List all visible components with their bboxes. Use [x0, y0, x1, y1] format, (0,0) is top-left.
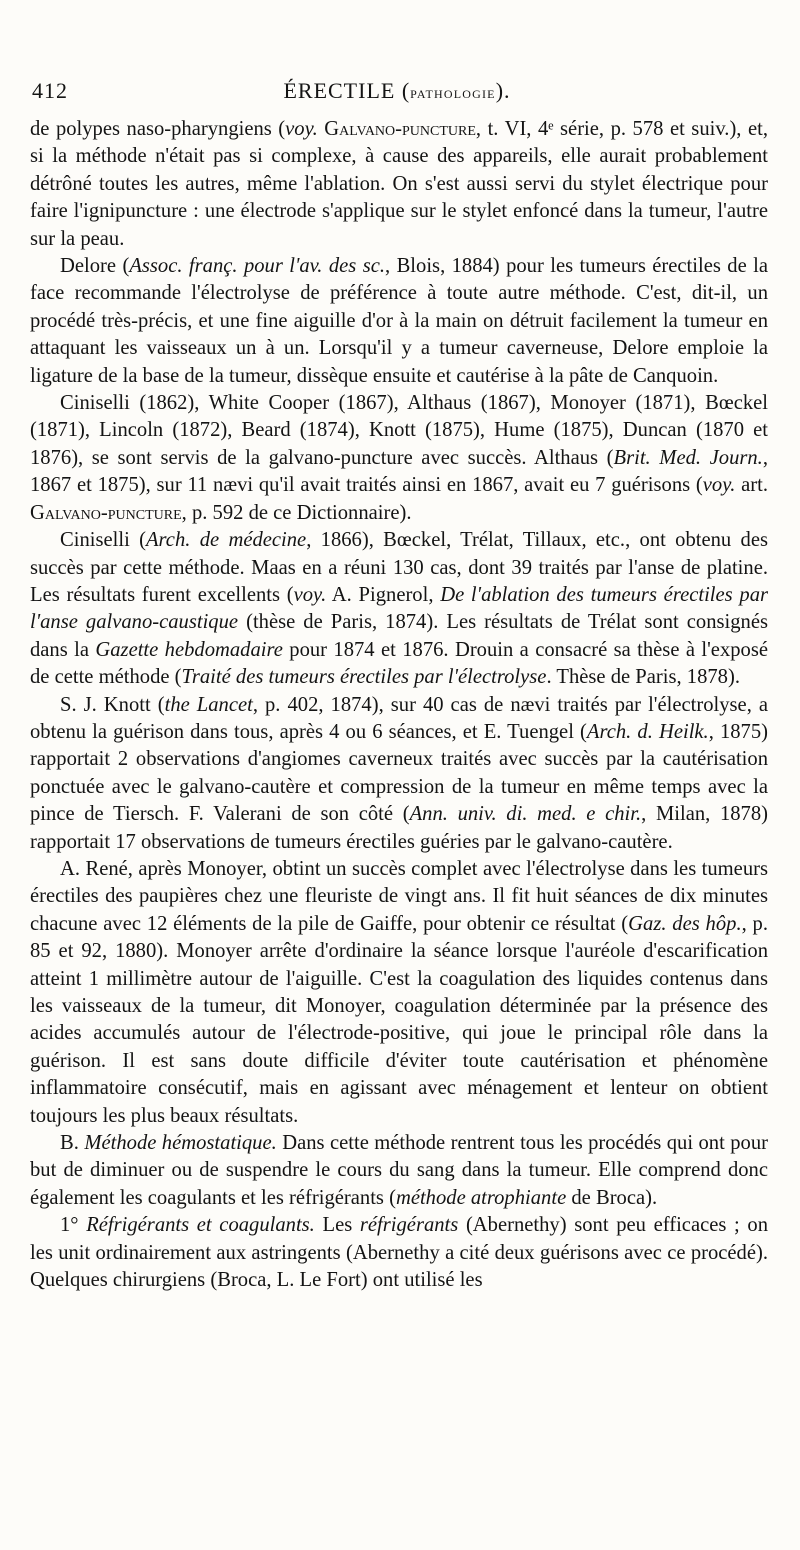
italic-text: the Lancet: [164, 693, 253, 716]
text-run: A. Pignerol,: [326, 583, 441, 606]
paragraph: [30, 527, 768, 691]
text-run: de polypes naso-pharyngiens (: [30, 118, 286, 140]
paragraph: [30, 1212, 768, 1294]
text-run: (thèse de Paris, 1874). Les résultats de Trélat sont consignés dans la: [30, 611, 768, 661]
italic-text: Gazette hebdomadaire: [95, 638, 283, 661]
text-run: , Blois, 1884) pour les tumeurs érectiles de la face recommande l'électrolyse de préférence à toute autre méthode. C'est, dit-il, un procédé très-précis, et une fine aiguille d'or à la main on détruit facilement la tumeur en attaquant les vaisseaux un à un. Lorsqu'il y a tumeur caverneuse, Delore emploie la ligature de la base de la tumeur, dissèque ensuite et cautérise à la pâte de Canquoin.: [30, 255, 768, 387]
italic-text: Arch. de médecine: [145, 529, 307, 552]
text-run: art.: [735, 474, 768, 497]
paragraph: [30, 1130, 768, 1212]
text-run: Delore (: [60, 255, 130, 278]
text-run: (Abernethy) sont peu efficaces ; on les unit ordinairement aux astringents (Abernethy a cité deux guérisons avec ce procédé). Quelques chirurgiens (Broca, L. Le Fort) ont utilisé les: [30, 1214, 768, 1292]
italic-text: voy.: [293, 583, 327, 606]
page-number: 412: [32, 78, 68, 103]
italic-text: voy.: [702, 474, 736, 497]
text-run: , p. 85 et 92, 1880). Monoyer arrête d'ordinaire la séance lorsque l'auréole d'escarification atteint 1 millimètre autour de l'aiguille. C'est la coagulation des liquides contenus dans les vaisseaux de la tumeur, dit Monoyer, coagulation déterminée par la présence des acides accumulés autour de l'électrode-positive, qui joue le principal rôle dans la guérison. Il est sans doute difficile d'éviter toute cautérisation et phénomène inflammatoire consécutif, mais en agissant avec ménagement et lenteur on obtient toujours les plus beaux résultats.: [30, 912, 768, 1127]
text-run: Les: [314, 1214, 360, 1237]
paragraph: [30, 116, 768, 253]
paragraph: [30, 253, 768, 390]
italic-text: Méthode hémostatique.: [84, 1132, 277, 1155]
text-run: pour 1874 et 1876. Drouin a consacré sa thèse à l'exposé de cette méthode (: [30, 638, 768, 689]
paragraph: [30, 390, 768, 527]
text-run: B.: [60, 1132, 85, 1155]
text-run: Ciniselli (1862), White Cooper (1867), Althaus (1867), Monoyer (1871), Bœckel (1871), Lincoln (1872), Beard (1874), Knott (1875), Hume (1875), Duncan (1870 et 1876), se sont servis de la galvano-puncture avec succès. Althaus (: [30, 392, 768, 469]
text-run: Dans cette méthode rentrent tous les procédés qui ont pour but de diminuer ou de suspendre le cours du sang dans la tumeur. Elle comprend donc également les coagulants et les réfrigérants (: [30, 1132, 768, 1209]
italic-text: Gaz. des hôp.: [628, 912, 742, 935]
text-run: Ciniselli (: [60, 529, 146, 552]
running-header: [32, 78, 762, 110]
italic-text: Ann. univ. di. med. e chir.: [409, 803, 642, 826]
running-title-sub: pathologie: [410, 83, 496, 102]
text-run: , 1875) rapportait 2 observations d'angiomes caverneux traités avec succès par la cautérisation ponctuée avec le galvano-cautère et compression de la tumeur en même temps avec la pince de Tiersch. F. Valerani de son côté (: [30, 720, 768, 826]
italic-text: Brit. Med. Journ.: [613, 446, 763, 469]
text-run: , 1866), Bœckel, Trélat, Tillaux, etc., ont obtenu des succès par cette méthode. Maas en a réuni 130 cas, dont 39 traités par l'anse de platine. Les résultats furent excellents (: [30, 529, 768, 606]
paragraph: [30, 692, 768, 856]
text-run: , Milan, 1878) rapportait 17 observations de tumeurs érectiles guéries par le galvano-cautère.: [30, 803, 768, 853]
paragraph: [30, 856, 768, 1130]
italic-text: Réfrigérants et coagulants.: [86, 1214, 315, 1237]
italic-text: Assoc. franç. pour l'av. des sc.: [129, 255, 386, 278]
text-run: S. J. Knott (: [60, 693, 165, 716]
running-title: [32, 78, 762, 104]
body-text: [30, 116, 768, 1294]
italic-text: Traité des tumeurs érectiles par l'électrolyse: [181, 666, 547, 689]
running-title-main: ÉRECTILE: [283, 78, 396, 103]
running-title-paren-close: ).: [495, 78, 511, 103]
italic-text: Arch. d. Heilk.: [586, 720, 709, 743]
italic-text: méthode atrophiante: [395, 1186, 567, 1209]
italic-text: De l'ablation des tumeurs érectiles par l'anse galvano-caustique: [30, 583, 769, 634]
text-run: 1°: [60, 1214, 87, 1237]
text-run: de Broca).: [566, 1186, 658, 1209]
small-caps-text: Galvano-puncture: [30, 501, 182, 524]
text-run: . Thèse de Paris, 1878).: [546, 666, 740, 689]
small-caps-text: Galvano-puncture: [324, 118, 476, 140]
text-run: A. René, après Monoyer, obtint un succès complet avec l'électrolyse dans les tumeurs érectiles des paupières chez une fleuriste de vingt ans. Il fit huit séances de dix minutes chacune avec 12 éléments de la pile de Gaiffe, pour obtenir ce résultat (: [30, 857, 768, 935]
text-run: , t. VI, 4ᵉ série, p. 578 et suiv.), et, si la méthode n'était pas si complexe, à cause des appareils, elle aurait probablement détrôné toutes les autres, même l'ablation. On s'est aussi servi du stylet électrique pour faire l'ignipuncture : une électrode s'applique sur le stylet enfoncé dans la tumeur, l'autre sur la peau.: [30, 118, 768, 250]
text-run: , p. 402, 1874), sur 40 cas de nævi traités par l'électrolyse, a obtenu la guérison dans tous, après 4 ou 6 séances, et E. Tuengel (: [30, 693, 769, 743]
text-run: , p. 592 de ce Dictionnaire).: [181, 501, 412, 524]
text-run: , 1867 et 1875), sur 11 nævi qu'il avait traités ainsi en 1867, avait eu 7 guérisons (: [30, 446, 768, 497]
italic-text: réfrigérants: [359, 1214, 459, 1237]
running-title-paren-open: (: [401, 78, 411, 103]
italic-text: voy.: [285, 118, 318, 140]
